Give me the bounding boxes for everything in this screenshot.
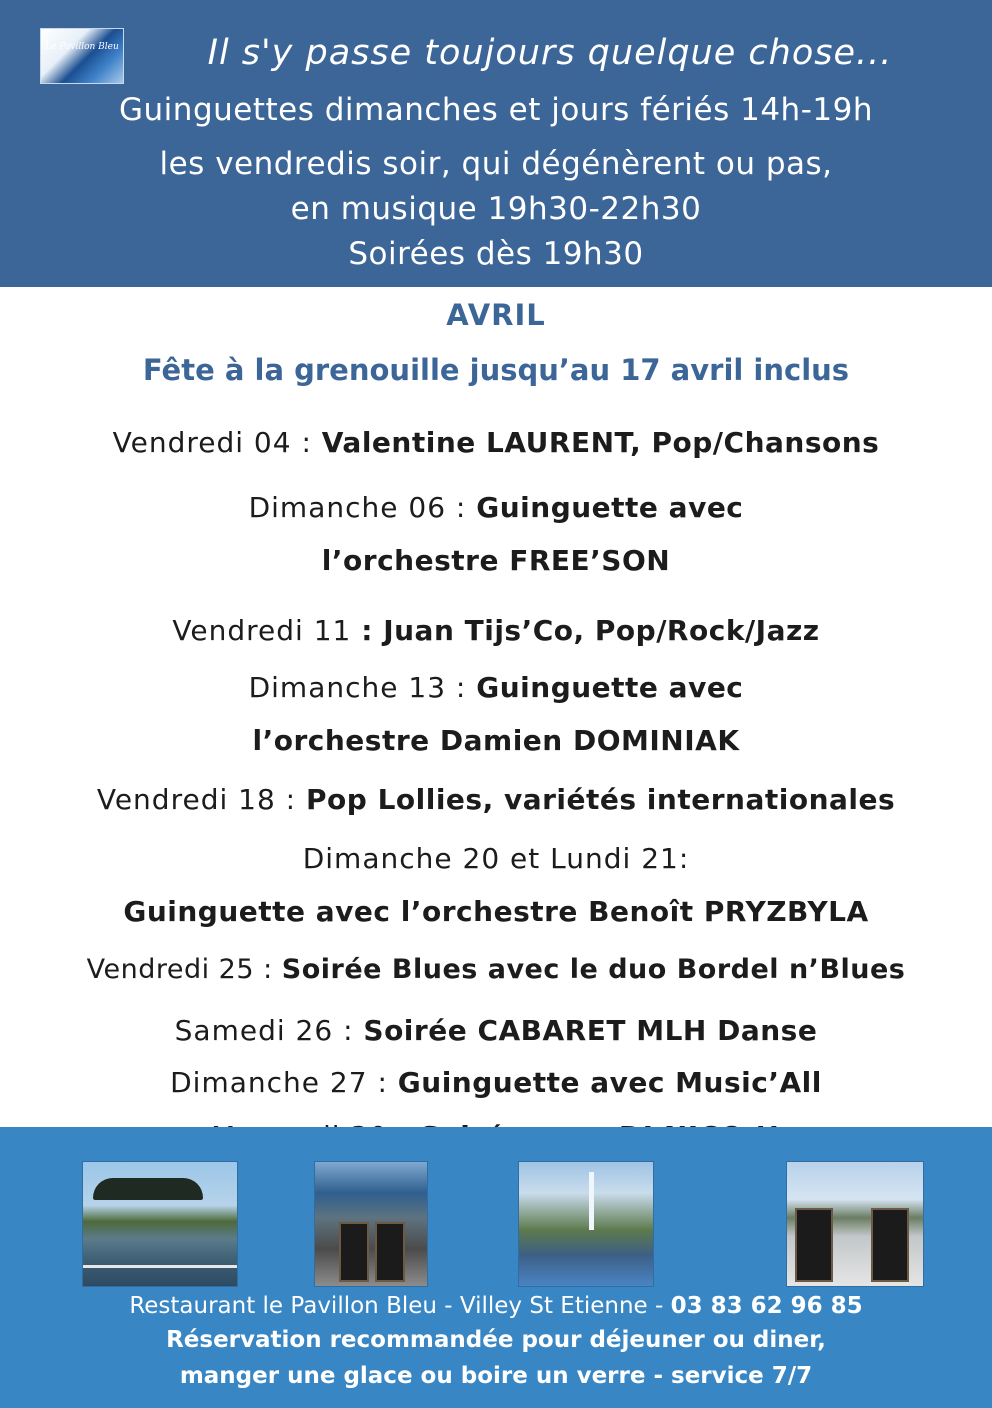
event-date: Vendredi 11 [172,614,362,647]
event-line [0,614,992,647]
hours-line-4: Soirées dès 19h30 [348,236,644,272]
chalkboard-shape [375,1222,405,1282]
event-line [0,1014,992,1047]
event-line [0,544,992,577]
logo-text: Le Pavillon Bleu [45,42,119,52]
hours-line-2: les vendredis soir, qui dégénèrent ou pas, [159,146,833,182]
fountain-shape [589,1172,594,1230]
event-description: Guinguette avec [476,491,744,524]
event-description: l’orchestre FREE’SON [321,544,671,577]
event-date: Vendredi 04 : [112,426,322,459]
month-heading: AVRIL [446,298,546,332]
event-date: Dimanche 20 et Lundi 21: [302,842,690,875]
event-line [0,783,992,816]
chalkboard-shape [871,1208,909,1282]
event-description: l’orchestre Damien DOMINIAK [252,724,740,757]
promo-heading: Fête à la grenouille jusqu’au 17 avril inclus [142,353,850,387]
hours-line-3: en musique 19h30-22h30 [290,191,702,227]
footer-banner [0,1127,992,1408]
lake-fountain-photo [518,1161,654,1287]
service-note: manger une glace ou boire un verre - service 7/7 [179,1363,813,1389]
phone-number[interactable]: 03 83 62 96 85 [670,1293,863,1319]
pavillon-bleu-logo [40,28,124,84]
railing-shape [83,1265,237,1268]
event-line [0,1066,992,1099]
event-line [0,426,992,459]
event-description: Soirée CABARET MLH Danse [363,1014,818,1047]
tagline: Il s'y passe toujours quelque chose... [207,33,893,73]
restaurant-address [0,1293,992,1319]
hours-line-1: Guinguettes dimanches et jours fériés 14h-19h [119,92,873,128]
event-description: Soirée Blues avec le duo Bordel n’Blues [281,954,906,985]
chalkboard-shape [795,1208,833,1282]
lakeside-chalkboards-photo [786,1161,924,1287]
event-line [0,954,992,985]
event-date: Dimanche 06 : [248,491,477,524]
event-date: Dimanche 27 : [170,1066,398,1099]
event-line [0,895,992,928]
reservation-note: Réservation recommandée pour déjeuner ou diner, [166,1327,826,1353]
event-line [0,491,992,524]
terrace-umbrella-photo [82,1161,238,1287]
event-description: : Juan Tijs’Co, Pop/Rock/Jazz [361,614,820,647]
address-text: Restaurant le Pavillon Bleu - Villey St Etienne - [129,1293,671,1319]
event-description: Guinguette avec [476,671,744,704]
chalkboard-shape [339,1222,369,1282]
event-date: Dimanche 13 : [248,671,477,704]
event-line [0,671,992,704]
event-description: Valentine LAURENT, Pop/Chansons [321,426,880,459]
event-line [0,842,992,875]
kiosk-chalkboards-photo [314,1161,428,1287]
header-banner [0,0,992,287]
event-description: Guinguette avec l’orchestre Benoît PRYZBYLA [123,895,869,928]
event-line [0,724,992,757]
event-date: Samedi 26 : [174,1014,364,1047]
event-date: Vendredi 25 : [86,954,282,985]
umbrella-shape [93,1178,203,1200]
event-description: Pop Lollies, variétés internationales [306,783,896,816]
event-date: Vendredi 18 : [96,783,307,816]
event-description: Guinguette avec Music’All [397,1066,822,1099]
